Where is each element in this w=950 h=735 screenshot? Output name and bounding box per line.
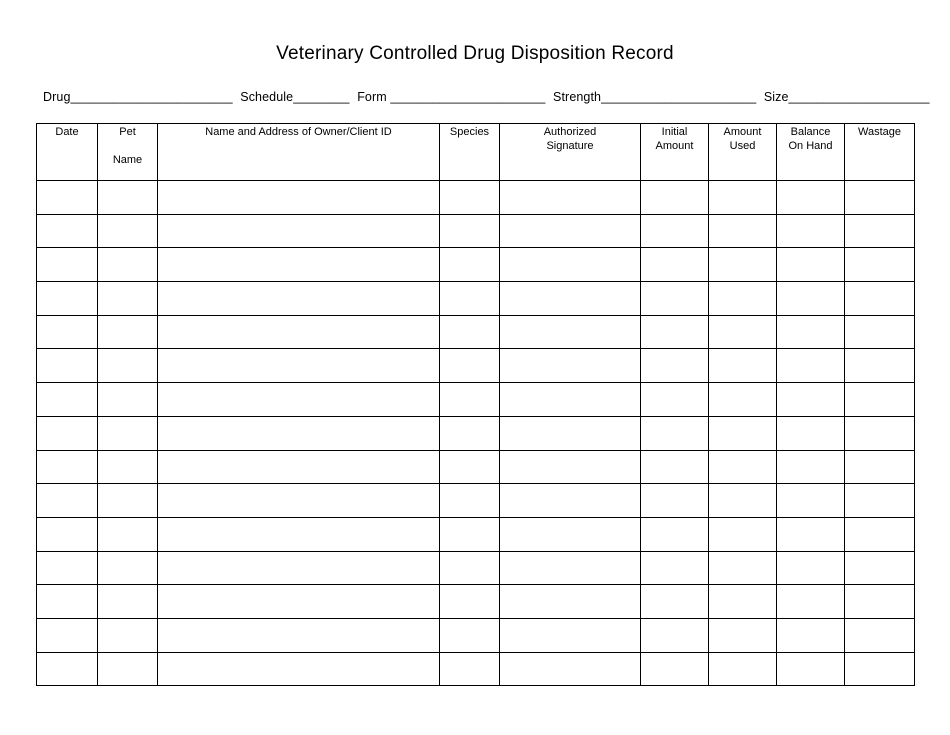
table-cell[interactable]: [709, 484, 777, 518]
table-cell[interactable]: [98, 551, 158, 585]
table-cell[interactable]: [500, 585, 641, 619]
table-cell[interactable]: [98, 383, 158, 417]
table-cell[interactable]: [98, 315, 158, 349]
table-cell[interactable]: [500, 383, 641, 417]
table-cell[interactable]: [158, 450, 440, 484]
table-cell[interactable]: [158, 181, 440, 215]
table-cell[interactable]: [777, 551, 845, 585]
table-cell[interactable]: [709, 551, 777, 585]
table-cell[interactable]: [440, 484, 500, 518]
table-cell[interactable]: [37, 551, 98, 585]
table-cell[interactable]: [37, 282, 98, 316]
table-cell[interactable]: [845, 349, 915, 383]
table-cell[interactable]: [37, 214, 98, 248]
table-cell[interactable]: [98, 181, 158, 215]
table-cell[interactable]: [98, 248, 158, 282]
header-label: Species: [449, 126, 490, 138]
header-label: Used: [729, 140, 756, 152]
table-cell[interactable]: [440, 214, 500, 248]
table-cell[interactable]: [98, 450, 158, 484]
table-cell[interactable]: [709, 585, 777, 619]
drug-info-line: [43, 90, 930, 104]
table-cell[interactable]: [37, 416, 98, 450]
table-cell[interactable]: [641, 416, 709, 450]
table-cell[interactable]: [845, 484, 915, 518]
table-cell[interactable]: [709, 517, 777, 551]
table-cell[interactable]: [777, 282, 845, 316]
table-cell[interactable]: [845, 315, 915, 349]
table-cell[interactable]: [98, 282, 158, 316]
table-cell[interactable]: [158, 585, 440, 619]
table-cell[interactable]: [440, 618, 500, 652]
table-cell[interactable]: [777, 248, 845, 282]
header-label: Amount: [723, 126, 762, 138]
table-row: [37, 484, 915, 518]
table-cell[interactable]: [709, 181, 777, 215]
header-label: Initial: [661, 126, 688, 138]
table-cell[interactable]: [641, 450, 709, 484]
table-cell[interactable]: [500, 416, 641, 450]
table-row: [37, 214, 915, 248]
strength-field[interactable]: Strength______________________: [553, 90, 757, 104]
header-row: [37, 124, 915, 181]
table-cell[interactable]: [158, 282, 440, 316]
table-cell[interactable]: [845, 416, 915, 450]
table-cell[interactable]: [641, 181, 709, 215]
table-cell[interactable]: [777, 517, 845, 551]
table-cell[interactable]: [158, 618, 440, 652]
header-label: Date: [55, 126, 79, 138]
table-cell[interactable]: [440, 383, 500, 417]
header-label: Amount: [655, 140, 694, 152]
table-cell[interactable]: [500, 315, 641, 349]
table-cell[interactable]: [98, 214, 158, 248]
table-cell[interactable]: [440, 652, 500, 686]
table-cell[interactable]: [709, 349, 777, 383]
table-row: [37, 315, 915, 349]
table-cell[interactable]: [158, 551, 440, 585]
table-cell[interactable]: [500, 248, 641, 282]
table-cell[interactable]: [709, 416, 777, 450]
table-cell[interactable]: [845, 652, 915, 686]
table-cell[interactable]: [440, 585, 500, 619]
table-cell[interactable]: [37, 652, 98, 686]
table-cell[interactable]: [709, 618, 777, 652]
table-cell[interactable]: [709, 315, 777, 349]
table-cell[interactable]: [845, 517, 915, 551]
table-row: [37, 282, 915, 316]
header-label: Name: [112, 154, 143, 166]
table-cell[interactable]: [98, 484, 158, 518]
table-cell[interactable]: [845, 248, 915, 282]
table-cell[interactable]: [158, 248, 440, 282]
table-cell[interactable]: [37, 484, 98, 518]
table-cell[interactable]: [158, 315, 440, 349]
table-cell[interactable]: [845, 551, 915, 585]
table-cell[interactable]: [709, 383, 777, 417]
table-cell[interactable]: [500, 450, 641, 484]
page-title: Veterinary Controlled Drug Disposition Record: [276, 43, 674, 64]
table-cell[interactable]: [709, 282, 777, 316]
table-cell[interactable]: [777, 484, 845, 518]
table-cell[interactable]: [440, 416, 500, 450]
table-cell[interactable]: [158, 349, 440, 383]
header-label: Name and Address of Owner/Client ID: [205, 126, 392, 138]
table-row: [37, 248, 915, 282]
table-cell[interactable]: [641, 517, 709, 551]
table-cell[interactable]: [777, 450, 845, 484]
table-cell[interactable]: [98, 416, 158, 450]
table-cell[interactable]: [440, 450, 500, 484]
table-cell[interactable]: [641, 383, 709, 417]
size-field[interactable]: Size____________________: [763, 90, 930, 104]
table-cell[interactable]: [500, 618, 641, 652]
table-cell[interactable]: [845, 214, 915, 248]
table-cell[interactable]: [37, 349, 98, 383]
table-cell[interactable]: [158, 383, 440, 417]
table-row: [37, 181, 915, 215]
table-cell[interactable]: [709, 248, 777, 282]
drug-field[interactable]: Drug_______________________: [43, 90, 233, 104]
form-field[interactable]: Form ______________________: [357, 90, 546, 104]
table-cell[interactable]: [98, 517, 158, 551]
table-cell[interactable]: [641, 248, 709, 282]
column-header-initial-amount: [641, 124, 709, 181]
table-cell[interactable]: [440, 315, 500, 349]
table-row: [37, 618, 915, 652]
table-cell[interactable]: [641, 282, 709, 316]
table-cell[interactable]: [641, 349, 709, 383]
table-cell[interactable]: [158, 484, 440, 518]
table-cell[interactable]: [37, 585, 98, 619]
table-cell[interactable]: [440, 349, 500, 383]
column-header-signature: [500, 124, 641, 181]
table-cell[interactable]: [37, 450, 98, 484]
table-cell[interactable]: [777, 349, 845, 383]
column-header-wastage: [845, 124, 915, 181]
column-header-balance: [777, 124, 845, 181]
table-cell[interactable]: [641, 585, 709, 619]
table-cell[interactable]: [777, 585, 845, 619]
table-cell[interactable]: [777, 618, 845, 652]
table-row: [37, 383, 915, 417]
table-cell[interactable]: [709, 652, 777, 686]
disposition-table: [36, 123, 915, 686]
header-label: Balance: [790, 126, 831, 138]
table-cell[interactable]: [500, 181, 641, 215]
table-cell[interactable]: [440, 248, 500, 282]
table-cell[interactable]: [37, 618, 98, 652]
schedule-field[interactable]: Schedule________: [240, 90, 350, 104]
column-header-pet-name: [98, 124, 158, 181]
table-cell[interactable]: [440, 517, 500, 551]
table-cell[interactable]: [98, 349, 158, 383]
table-row: [37, 517, 915, 551]
table-cell[interactable]: [500, 214, 641, 248]
column-header-species: [440, 124, 500, 181]
table-row: [37, 585, 915, 619]
table-cell[interactable]: [98, 652, 158, 686]
table-body: [37, 181, 915, 686]
table-cell[interactable]: [37, 517, 98, 551]
table-cell[interactable]: [37, 383, 98, 417]
column-header-amount-used: [709, 124, 777, 181]
table-cell[interactable]: [845, 618, 915, 652]
column-header-date: [37, 124, 98, 181]
table-cell[interactable]: [500, 282, 641, 316]
table-cell[interactable]: [500, 652, 641, 686]
table-cell[interactable]: [641, 484, 709, 518]
table-cell[interactable]: [641, 214, 709, 248]
table-cell[interactable]: [709, 214, 777, 248]
table-row: [37, 416, 915, 450]
table-cell[interactable]: [158, 652, 440, 686]
table-row: [37, 349, 915, 383]
table-row: [37, 551, 915, 585]
table-cell[interactable]: [158, 416, 440, 450]
table-cell[interactable]: [37, 181, 98, 215]
table-cell[interactable]: [98, 618, 158, 652]
table-cell[interactable]: [777, 652, 845, 686]
table-cell[interactable]: [37, 248, 98, 282]
header-label: Authorized: [543, 126, 597, 138]
table-cell[interactable]: [777, 181, 845, 215]
table-cell[interactable]: [845, 282, 915, 316]
table-cell[interactable]: [777, 315, 845, 349]
table-cell[interactable]: [440, 282, 500, 316]
table-cell[interactable]: [845, 450, 915, 484]
table-row: [37, 652, 915, 686]
table-cell[interactable]: [440, 551, 500, 585]
table-cell[interactable]: [158, 517, 440, 551]
table-cell[interactable]: [641, 315, 709, 349]
table-cell[interactable]: [641, 551, 709, 585]
table-cell[interactable]: [845, 585, 915, 619]
header-label: On Hand: [788, 140, 833, 152]
table-cell[interactable]: [98, 585, 158, 619]
table-cell[interactable]: [777, 214, 845, 248]
table-cell[interactable]: [641, 618, 709, 652]
table-row: [37, 450, 915, 484]
column-header-owner: [158, 124, 440, 181]
table-cell[interactable]: [777, 416, 845, 450]
table-cell[interactable]: [777, 383, 845, 417]
table-cell[interactable]: [500, 551, 641, 585]
header-label: Signature: [546, 140, 594, 152]
header-label: Wastage: [857, 126, 901, 138]
table-cell[interactable]: [37, 315, 98, 349]
table-cell[interactable]: [845, 181, 915, 215]
table-cell[interactable]: [440, 181, 500, 215]
table-cell[interactable]: [500, 517, 641, 551]
table-cell[interactable]: [500, 484, 641, 518]
table-cell[interactable]: [500, 349, 641, 383]
header-label: Pet: [119, 126, 136, 138]
table-cell[interactable]: [845, 383, 915, 417]
table-cell[interactable]: [709, 450, 777, 484]
table-cell[interactable]: [641, 652, 709, 686]
table-cell[interactable]: [158, 214, 440, 248]
